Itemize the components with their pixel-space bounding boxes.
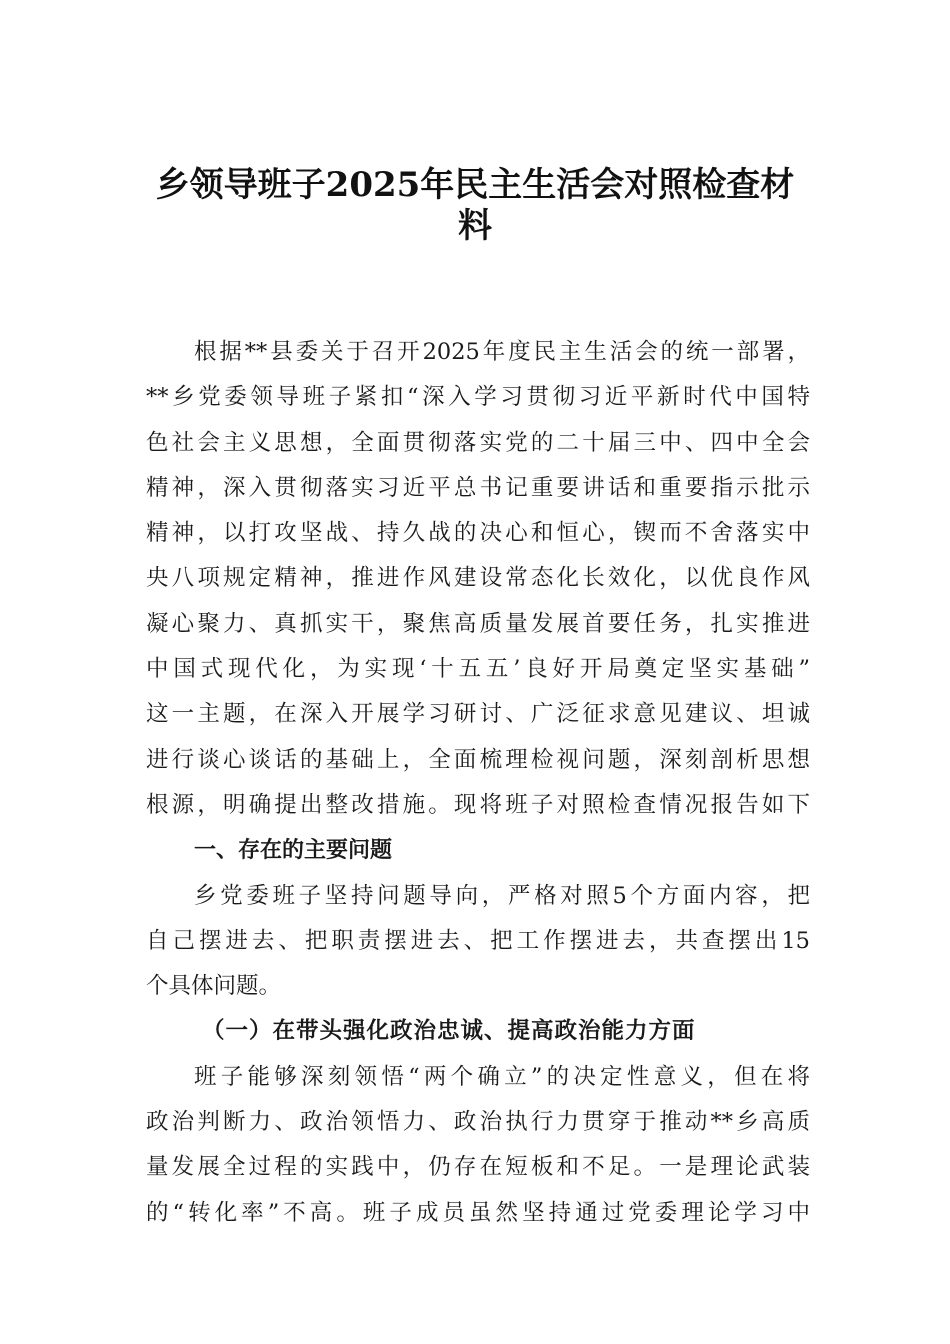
text-line: 班子能够深刻领悟“两个确立”的决定性意义，但在将 <box>194 1063 810 1090</box>
text-line: 央八项规定精神，推进作风建设常态化长效化，以优良作风 <box>146 565 810 592</box>
text-line: 量发展全过程的实践中，仍存在短板和不足。一是理论武装 <box>146 1154 810 1181</box>
subsection1-paragraph <box>146 1055 810 1236</box>
document-title-line-2: 料 <box>458 206 492 246</box>
text-line: 进行谈心谈话的基础上，全面梳理检视问题，深刻剖析思想 <box>146 746 810 773</box>
text-line: 这一主题，在深入开展学习研讨、广泛征求意见建议、坦诚 <box>146 701 810 728</box>
text-line: **乡党委领导班子紧扣“深入学习贯彻习近平新时代中国特 <box>146 384 810 411</box>
text-line: 色社会主义思想，全面贯彻落实党的二十届三中、四中全会 <box>146 429 810 456</box>
section-heading-1: 一、存在的主要问题 <box>194 838 393 864</box>
text-line: 根据**县委关于召开2025年度民主生活会的统一部署， <box>194 339 810 365</box>
text-line: 乡党委班子坚持问题导向，严格对照5个方面内容，把 <box>194 882 810 909</box>
text-line: 根源，明确提出整改措施。现将班子对照检查情况报告如下 <box>146 791 810 818</box>
text-line: 中国式现代化，为实现‘十五五’良好开局奠定坚实基础” <box>146 656 810 683</box>
text-line: 自己摆进去、把职责摆进去、把工作摆进去，共查摆出15 <box>146 927 810 954</box>
document-title-line-1: 乡领导班子2025年民主生活会对照检查材 <box>155 165 795 205</box>
text-line: 凝心聚力、真抓实干，聚焦高质量发展首要任务，扎实推进 <box>146 610 810 637</box>
intro-paragraph <box>146 330 810 828</box>
text-line: 政治判断力、政治领悟力、政治执行力贯穿于推动**乡高质 <box>146 1109 810 1136</box>
text-line: 的“转化率”不高。班子成员虽然坚持通过党委理论学习中 <box>146 1199 810 1226</box>
text-line: 精神，深入贯彻落实习近平总书记重要讲话和重要指示批示 <box>146 474 810 501</box>
section1-intro-paragraph <box>146 874 810 1010</box>
text-line: 精神，以打攻坚战、持久战的决心和恒心，锲而不舍落实中 <box>146 520 810 547</box>
document-body <box>146 330 810 1236</box>
subsection-heading-1: （一）在带头强化政治忠诚、提高政治能力方面 <box>202 1018 696 1045</box>
text-line: 个具体问题。 <box>146 973 282 1000</box>
